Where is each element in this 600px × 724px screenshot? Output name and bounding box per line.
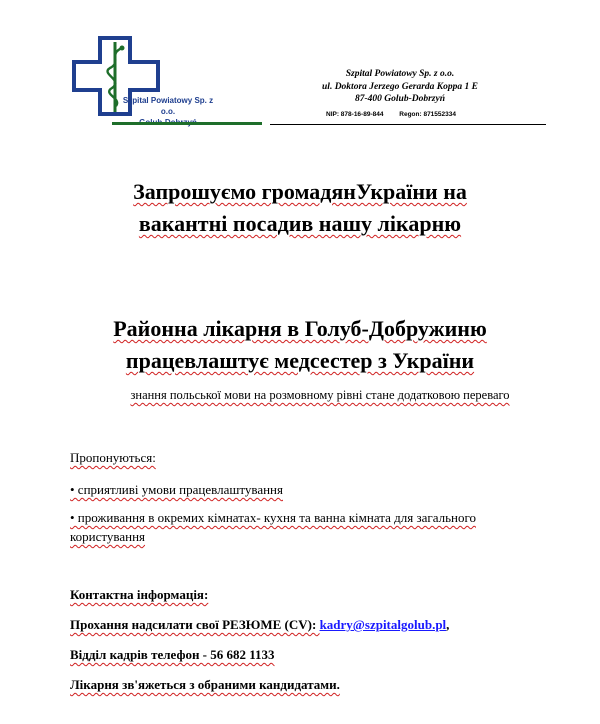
contact-section (70, 586, 550, 706)
nip-number: NIP: 878-16-89-844 (326, 111, 384, 118)
language-note (60, 388, 580, 403)
reply-note-text: Лікарня зв'яжеться з обраними кандидатами. (70, 677, 340, 692)
offers-title (70, 448, 550, 467)
address-line-2: ul. Doktora Jerzego Gerarda Koppa 1 E (322, 81, 478, 92)
contact-title (70, 586, 550, 616)
title-line-1: Запрошуємо громадянУкраїни на (133, 179, 467, 204)
logo-line-1: Szpital Powiatowy Sp. z o.o. (122, 96, 214, 116)
reply-note (70, 676, 550, 706)
registration-ids (326, 111, 526, 118)
page-subtitle (60, 313, 540, 377)
cv-instruction-suffix: , (446, 617, 450, 632)
email-link[interactable]: kadry@szpitalgolub.pl (319, 617, 447, 632)
header-divider (270, 124, 546, 125)
hospital-address (300, 68, 500, 106)
hr-phone-text: Відділ кадрів телефон - 56 682 1133 (70, 647, 275, 662)
page-title (60, 176, 540, 240)
regon-number: Regon: 871552334 (399, 111, 456, 118)
address-line-1: Szpital Powiatowy Sp. z o.o. (345, 69, 455, 79)
contact-title-text: Контактна інформація: (70, 587, 209, 602)
hr-phone (70, 646, 550, 676)
offer-item-1-text: • сприятливі умови працевлаштування (70, 482, 283, 497)
logo-underline (112, 122, 262, 125)
offer-item-1 (70, 480, 550, 499)
hospital-logo (72, 36, 262, 128)
subtitle-line-2: працевлаштує медсестер з України (125, 348, 475, 373)
address-line-3: 87-400 Golub-Dobrzyń (355, 94, 445, 104)
offers-title-text: Пропонуються: (70, 450, 156, 465)
title-line-2: вакантні посадив нашу лікарню (138, 211, 462, 236)
offer-item-2 (70, 508, 550, 546)
subtitle-line-1: Районна лікарня в Голуб-Добружиню (113, 316, 487, 341)
offer-item-2-text: • проживання в окремих кімнатах- кухня та ванна кімната для загального користування (70, 510, 476, 544)
cv-instruction-text: Прохання надсилати свої РЕЗЮМЕ (CV): (70, 617, 320, 632)
language-note-text: знання польської мови на розмовному рівні стане додатковою переваго (130, 388, 510, 402)
cv-instruction (70, 616, 550, 646)
